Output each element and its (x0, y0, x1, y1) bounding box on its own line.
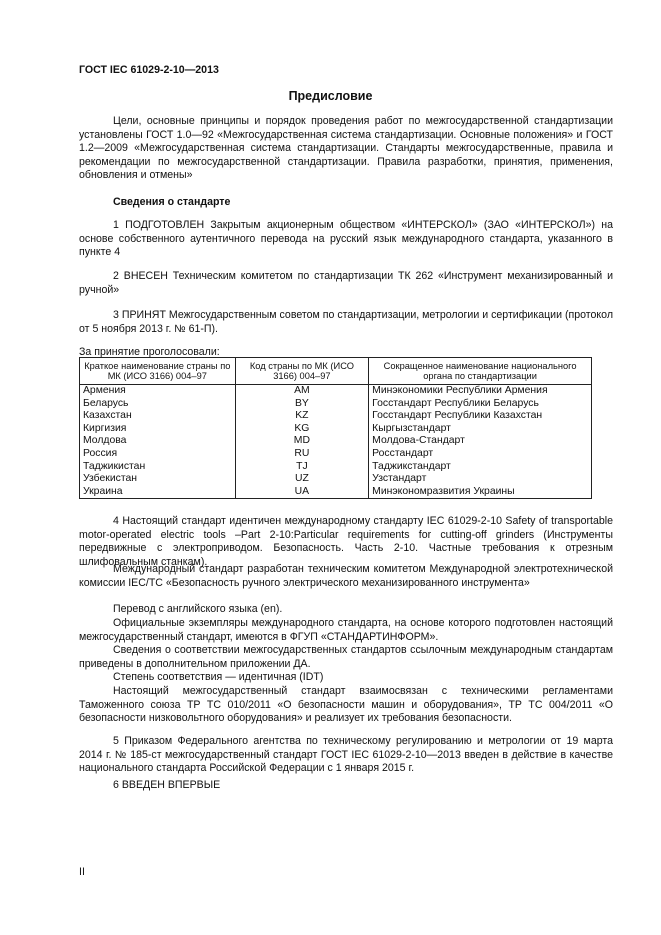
body-cell: Молдова-Стандарт (369, 435, 592, 448)
country-cell: Киргизия (80, 423, 236, 436)
country-cell: Казахстан (80, 410, 236, 423)
country-cell: Молдова (80, 435, 236, 448)
country-cell: Узбекистан (80, 473, 236, 486)
column-header-body: Сокращенное наименование национального органа по стандартизации (369, 358, 592, 385)
code-cell: TJ (235, 461, 369, 474)
item-5-paragraph: 5 Приказом Федерального агентства по техническому регулированию и метрологии от 19 марта 2014 г. № 185-ст межгосударственный стандарт ГОСТ IEC 61029-2-10—2013 введен в действие в качестве национального стандарта Российской Федерации с 1 января 2015 г. (79, 735, 613, 775)
code-cell: AM (235, 385, 369, 398)
item-4-degree-paragraph: Степень соответствия — идентичная (IDT) (113, 671, 324, 683)
item-4-translation-paragraph: Перевод с английского языка (en). (113, 603, 283, 615)
country-cell: Таджикистан (80, 461, 236, 474)
table-row (80, 486, 592, 499)
table-row (80, 448, 592, 461)
code-cell: MD (235, 435, 369, 448)
body-cell: Таджикстандарт (369, 461, 592, 474)
code-cell: UA (235, 486, 369, 499)
table-header-row (80, 358, 592, 385)
page-title: Предисловие (288, 89, 373, 103)
item-6-paragraph: 6 ВВЕДЕН ВПЕРВЫЕ (113, 779, 221, 791)
code-cell: BY (235, 398, 369, 411)
document-header: ГОСТ IEC 61029-2-10—2013 (79, 64, 219, 76)
code-cell: UZ (235, 473, 369, 486)
body-cell: Госстандарт Республики Беларусь (369, 398, 592, 411)
column-header-country: Краткое наименование страны по МК (ИСО 3166) 004–97 (80, 358, 236, 385)
intro-paragraph: Цели, основные принципы и порядок проведения работ по межгосударственной стандартизации установлены ГОСТ 1.0—92 «Межгосударственная система стандартизации. Основные положения» и ГОСТ 1.2—2009 «Межгосударственная система стандартизации. Стандарты межгосударственные, правила и рекомендации по межгосударственной стандартизации. Правила разработки, принятия, применения, обновления и отмены» (79, 115, 613, 182)
table-row (80, 461, 592, 474)
table-caption: За принятие проголосовали: (79, 346, 220, 358)
country-cell: Беларусь (80, 398, 236, 411)
body-cell: Узстандарт (369, 473, 592, 486)
body-cell: Минэкономики Республики Армения (369, 385, 592, 398)
table-row (80, 398, 592, 411)
column-header-code: Код страны по МК (ИСО 3166) 004–97 (235, 358, 369, 385)
page-number: II (79, 866, 85, 878)
table-row (80, 423, 592, 436)
item-4-copies-paragraph: Официальные экземпляры международного стандарта, на основе которого подготовлен настоящий межгосударственный стандарт, имеются в ФГУП «СТАНДАРТИНФОРМ». (79, 617, 613, 643)
item-4-paragraph: 4 Настоящий стандарт идентичен международному стандарту IEC 61029-2-10 Safety of transportable motor-operated electric tools –Part 2-10:Particular requirements for cutting-off grinders (Инструменты передвижные с электроприводом. Безопасность. Часть 2-10. Частные требования к отрезным шлифовальным станкам). (79, 515, 613, 568)
country-cell: Россия (80, 448, 236, 461)
voting-table (79, 357, 592, 499)
table-row (80, 385, 592, 398)
country-cell: Украина (80, 486, 236, 499)
item-4-references-paragraph: Сведения о соответствии межгосударственных стандартов ссылочным международным стандартам приведены в дополнительном приложении ДА. (79, 644, 613, 670)
country-cell: Армения (80, 385, 236, 398)
table-row (80, 473, 592, 486)
body-cell: Кыргызстандарт (369, 423, 592, 436)
item-3-paragraph: 3 ПРИНЯТ Межгосударственным советом по стандартизации, метрологии и сертификации (протокол от 5 ноября 2013 г. № 61-П). (79, 309, 613, 335)
table-row (80, 435, 592, 448)
item-4-developed-paragraph: Международный стандарт разработан техническим комитетом Международной электротехнической комиссии IEC/TC «Безопасность ручного электрического механизированного инструмента» (79, 563, 613, 589)
body-cell: Минэкономразвития Украины (369, 486, 592, 499)
code-cell: RU (235, 448, 369, 461)
code-cell: KG (235, 423, 369, 436)
code-cell: KZ (235, 410, 369, 423)
body-cell: Росстандарт (369, 448, 592, 461)
section-heading: Сведения о стандарте (113, 196, 231, 208)
table-row (80, 410, 592, 423)
item-2-paragraph: 2 ВНЕСЕН Техническим комитетом по стандартизации ТК 262 «Инструмент механизированный и ручной» (79, 270, 613, 296)
item-1-paragraph: 1 ПОДГОТОВЛЕН Закрытым акционерным обществом «ИНТЕРСКОЛ» (ЗАО «ИНТЕРСКОЛ») на основе собственного аутентичного перевода на русский язык международного стандарта, указанного в пункте 4 (79, 219, 613, 259)
body-cell: Госстандарт Республики Казахстан (369, 410, 592, 423)
item-4-regulations-paragraph: Настоящий межгосударственный стандарт взаимосвязан с техническими регламентами Таможенного союза ТР ТС 010/2011 «О безопасности машин и оборудования», ТР ТС 004/2011 «О безопасности низковольтного оборудования» и реализует их требования безопасности. (79, 685, 613, 725)
